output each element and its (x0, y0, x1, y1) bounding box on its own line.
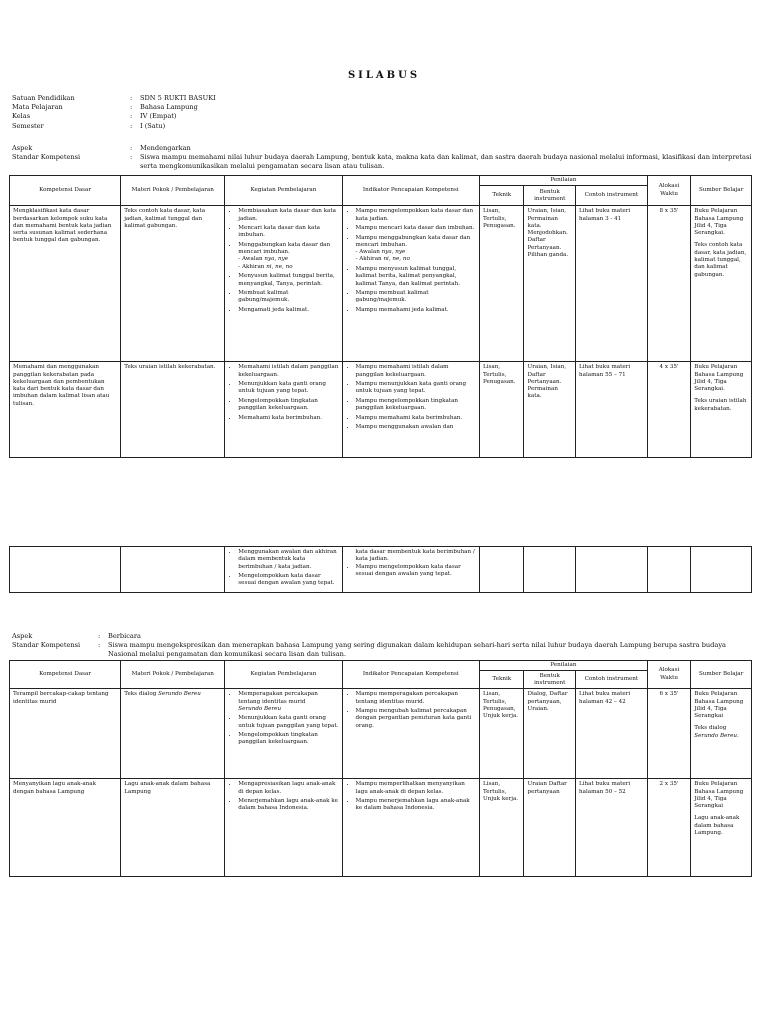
header-penilaian: Penilaian (480, 176, 648, 186)
source-text: Buku Pelajaran Bahasa Lampung Jilid 4, Tiga Serangkai (694, 691, 744, 720)
item-sub: - Akhiran (238, 263, 265, 270)
header-ind: Indikator Pencapaian Kompetensi (342, 176, 479, 206)
list-item: • Mampu mengelompokkan kata dasar dan kata jadian. (356, 208, 476, 223)
list-item: • Mampu memahami jeda kalimat. (356, 307, 476, 314)
source-text: Teks contoh kata dasar, kata jadian, kalimat tunggal, dan kalimat gabungan. (694, 242, 747, 278)
cell-mp: Teks uraian istilah kekerabatan. (121, 362, 225, 458)
cell-sumber (691, 779, 752, 877)
cell-teknik: Lisan, Tertulis, Penugasan, Unjuk kerja. (480, 689, 524, 779)
meta-colon: : (130, 144, 133, 152)
list-item: • Mampu memperlihatkan menyanyikan lagu anak-anak di depan kelas. (356, 781, 476, 796)
meta-row-subject (12, 103, 752, 112)
cell-mp (121, 689, 225, 779)
source-text: Buku Pelajaran Bahasa Lampung Jilid 4, Tiga Serangkai. (694, 208, 744, 237)
cell-bentuk (524, 547, 576, 593)
cell-contoh: Lihat buku materi halaman 50 – 52 (576, 779, 648, 877)
aspect-block-2 (12, 632, 750, 660)
item-text: Memperagakan percakapan tentang identitas murid (238, 691, 318, 705)
header-kd: Kompetensi Dasar (10, 176, 121, 206)
cell-bentuk: Uraian, Isian, Daftar Pertanyaan. Permainan kata. (524, 362, 576, 458)
item-sub: - Akhiran (355, 256, 382, 263)
header-contoh: Contoh instrument (576, 671, 648, 689)
list-item (238, 691, 338, 713)
meta-row-class (12, 112, 752, 121)
meta-row-semester (12, 122, 752, 131)
cell-ind (342, 689, 479, 779)
cell-kd: Menyanyikan lagu anak-anak dengan bahasa Lampung (10, 779, 121, 877)
cell-ind (342, 547, 479, 593)
source-italic: Serundo Bereu. (694, 732, 739, 739)
cell-ind (342, 206, 479, 362)
list-item: • Menunjukkan kata ganti orang untuk tujuan panggilan yang tepat. (238, 715, 338, 730)
list-item: • Memahami kata berimbuhan. (238, 415, 338, 422)
material-italic: Serundo Bereu (158, 691, 201, 698)
meta-key: Standar Kompetensi (12, 153, 81, 162)
item-sub-italic: ni, ne, no (266, 263, 293, 270)
meta-value: Bahasa Lampung (140, 103, 198, 112)
table-row (10, 779, 752, 877)
cell-contoh: Lihat buku materi halaman 3 - 41 (576, 206, 648, 362)
source-text: Buku Pelajaran Bahasa Lampung Jilid 4, Tiga Serangkai (694, 781, 744, 810)
cell-alokasi: 4 x 35' (647, 362, 690, 458)
meta-row-aspect (12, 144, 752, 153)
list-item: • Mampu menggunakan awalan dan (356, 424, 476, 431)
list-item: • Mampu memahami istilah dalam panggilan kekeluargaan. (356, 364, 476, 379)
header-kp: Kegiatan Pembelajaran (225, 176, 342, 206)
meta-colon: : (130, 153, 133, 162)
list-item: • Mampu memperagakan percakapan tentang identitas murid. (356, 691, 476, 706)
header-kp: Kegiatan Pembelajaran (225, 661, 342, 689)
cell-kd: Terampil bercakap-cakap tentang identitas murid (10, 689, 121, 779)
source-text: Teks dialog (694, 725, 727, 732)
meta-row-standard (12, 641, 750, 659)
meta-key: Aspek (12, 632, 33, 640)
cell-mp: Lagu anak-anak dalam bahasa Lampung (121, 779, 225, 877)
meta-colon: : (98, 641, 101, 650)
item-sub: - Awalan (355, 249, 380, 256)
meta-value: I (Satu) (140, 121, 166, 130)
cell-contoh: Lihat buku materi halaman 42 – 42 (576, 689, 648, 779)
list-item: • Menyusun kalimat tunggal berita, menyangkal, Tanya, perintah. (238, 273, 338, 288)
list-item: • Mampu mencari kata dasar dan imbuhan. (356, 225, 476, 232)
cell-mp: Teks contoh kata dasar, kata jadian, kalimat tunggal dan kalimat gabungan. (121, 206, 225, 362)
cell-teknik (480, 547, 524, 593)
cell-kp (225, 547, 342, 593)
header-aw: Alokasi Waktu (647, 176, 690, 206)
meta-value: Mendengarkan (140, 144, 191, 152)
cell-sumber (691, 689, 752, 779)
meta-value: Berbicara (108, 632, 141, 640)
syllabus-table-speaking (9, 660, 752, 877)
meta-key: Standar Kompetensi (12, 641, 81, 650)
header-sb: Sumber Belajar (691, 176, 752, 206)
list-item: • Memahami istilah dalam panggilan kekeluargaan. (238, 364, 338, 379)
header-bentuk: Bentuk instrument (524, 671, 576, 689)
cell-contoh: Lihat buku materi halaman 55 – 71 (576, 362, 648, 458)
meta-key: Aspek (12, 144, 33, 152)
list-item: • Mampu menyusun kalimat tunggal, kalimat berita, kalimat penyangkal, kalimat Tanya, dan kalimat perintah. (356, 266, 476, 288)
cell-kp (225, 689, 342, 779)
meta-value: Siswa mampu mengekspresikan dan menerapkan bahasa Lampung yang sering digunakan dalam kehidupan sehari-hari serta nilai luhur budaya daerah Lampung berupa sastra budaya Nasional melalui pengamatan dan komunikasi secara lisan dan tulisan. (108, 641, 726, 659)
cell-teknik: Lisan, Tertulis, Unjuk kerja. (480, 779, 524, 877)
meta-colon: : (98, 632, 101, 640)
item-text: Mampu menggabungkan kata dasar dan mencari imbuhan. (355, 234, 471, 248)
header-teknik: Teknik (480, 671, 524, 689)
meta-key: Semester (12, 121, 44, 130)
list-item (238, 242, 338, 271)
item-italic: Serundo Bereu (238, 705, 282, 712)
meta-key: Satuan Pendidikan (12, 94, 75, 102)
cell-teknik: Lisan, Tertulis, Penugasan. (480, 206, 524, 362)
cell-bentuk: Dialog, Daftar pertanyaan, Uraian. (524, 689, 576, 779)
meta-colon: : (130, 94, 133, 102)
list-item (356, 235, 476, 264)
list-item: • Mampu menunjukkan kata ganti orang untuk tujuan yang tepat. (356, 381, 476, 396)
header-kd: Kompetensi Dasar (10, 661, 121, 689)
source-text: Lagu anak-anak dalam bahasa Lampung. (694, 815, 740, 837)
cell-kp (225, 779, 342, 877)
list-item: • Membiasakan kata dasar dan kata jadian. (238, 208, 338, 223)
header-aw: Alokasi Waktu (647, 661, 690, 689)
header-teknik: Teknik (480, 186, 524, 206)
meta-value: IV (Empat) (140, 112, 177, 121)
item-continuation: kata dasar membentuk kata berimbuhan / kata jadian. (355, 549, 475, 563)
meta-row-standard (12, 153, 752, 171)
table-row (10, 547, 752, 593)
list-item: • Mengapresiasikan lagu anak-anak di depan kelas. (238, 781, 338, 796)
list-item: • Mencari kata dasar dan kata imbuhan. (238, 225, 338, 240)
meta-colon: : (130, 103, 133, 112)
header-mp: Materi Pokok / Pembelajaran (121, 176, 225, 206)
list-item: • Menunjukkan kata ganti orang untuk tujuan yang tepat. (238, 381, 338, 396)
list-item: • Menerjemahkan lagu anak-anak ke dalam bahasa Indonesia. (238, 798, 338, 813)
cell-kp (225, 206, 342, 362)
meta-key: Mata Pelajaran (12, 103, 63, 112)
material-text: Teks dialog (124, 691, 157, 698)
list-item: • Mampu mengelompokkan tingkatan panggilan kekeluargaan. (356, 398, 476, 413)
cell-sumber (691, 206, 752, 362)
cell-kp (225, 362, 342, 458)
cell-kd: Mengklasifikasi kata dasar berdasarkan kelompok suku kata dan memahami bentuk kata jadian serta susunan kalimat sederhana bentuk tunggal dan gabungan. (10, 206, 121, 362)
cell-bentuk: Uraian, Isian, Permainan kata. Menjodohkan. Daftar Pertanyaan. Pilihan ganda. (524, 206, 576, 362)
cell-kd (10, 547, 121, 593)
meta-row-school (12, 94, 752, 103)
aspect-block-1 (12, 144, 752, 172)
item-sub: - Awalan (238, 256, 263, 263)
syllabus-table-continuation (9, 546, 752, 593)
item-sub-italic: nya, nye (264, 256, 289, 263)
list-item: • Mengelompokkan tingkatan panggilan kekeluargaan. (238, 398, 338, 413)
list-item: • Mampu mengubah kalimat percakapan dengan pergantian penuturan kata ganti orang. (356, 708, 476, 730)
cell-kd: Memahami dan menggunakan panggilan kekerabatan pada kekeluargaan dan pembentukan kata dari bentuk kata dasar dan imbuhan dalam kalimat lisan atau tulisan. (10, 362, 121, 458)
cell-contoh (576, 547, 648, 593)
meta-row-aspect (12, 632, 750, 641)
cell-mp (121, 547, 225, 593)
list-item: • Mampu membuat kalimat gabung/majemuk. (356, 290, 476, 305)
document-title: SILABUS (347, 70, 421, 81)
table-row (10, 689, 752, 779)
header-mp: Materi Pokok / Pembelajaran (121, 661, 225, 689)
list-item: • Mengamati jeda kalimat. (238, 307, 338, 314)
syllabus-table-listening (9, 175, 752, 458)
meta-value: SDN 5 RUKTI BASUKI (140, 94, 216, 102)
list-item: • Mampu mengelompokkan kata dasar sesuai dengan awalan yang tepat. (356, 564, 476, 579)
source-text: Teks uraian istilah kekerabatan. (694, 398, 747, 412)
item-sub-italic: nya, nye (381, 249, 406, 256)
cell-alokasi (647, 547, 690, 593)
header-row (10, 661, 752, 671)
cell-alokasi: 2 x 35' (647, 779, 690, 877)
header-ind: Indikator Pencapaian Kompetensi (342, 661, 479, 689)
source-text: Buku Pelajaran Bahasa Lampung Jilid 4, Tiga Serangkai. (694, 364, 744, 393)
meta-colon: : (130, 121, 133, 130)
cell-sumber (691, 362, 752, 458)
list-item: • Membuat kalimat gabung/majemuk. (238, 290, 338, 305)
meta-value: Siswa mampu memahami nilai luhur budaya daerah Lampung, bentuk kata, makna kata dan kalimat, dan sastra daerah budaya nasional melalui informasi, klasifikasi dan interpretasi serta mengkomunikasikan melalui pengamatan secara lisan atau tulisan. (140, 153, 752, 171)
header-row (10, 176, 752, 186)
list-item: • Menggunakan awalan dan akhiran dalam membentuk kata berimbuhan / kata jadian. (238, 549, 338, 571)
header-bentuk: Bentuk instrument (524, 186, 576, 206)
header-contoh: Contoh instrument (576, 186, 648, 206)
header-sb: Sumber Belajar (691, 661, 752, 689)
list-item: • Mengelompokkan kata dasar sesuai dengan awalan yang tepat. (238, 573, 338, 588)
list-item: • Mampu menerjemahkan lagu anak-anak ke dalam bahasa Indonesia. (356, 798, 476, 813)
cell-bentuk: Uraian Daftar pertanyaan (524, 779, 576, 877)
header-penilaian: Penilaian (480, 661, 648, 671)
meta-colon: : (130, 112, 133, 121)
cell-alokasi: 6 x 35' (647, 689, 690, 779)
cell-alokasi: 8 x 35' (647, 206, 690, 362)
cell-sumber (691, 547, 752, 593)
list-item: • Mampu memahami kata berimbuhan. (356, 415, 476, 422)
table-row (10, 362, 752, 458)
cell-ind (342, 362, 479, 458)
cell-ind (342, 779, 479, 877)
list-item: • Mengelompokkan tingkatan panggilan kekeluargaan. (238, 732, 338, 747)
identity-block (12, 94, 752, 131)
item-sub-italic: ni, ne, no (383, 256, 410, 263)
meta-key: Kelas (12, 112, 31, 121)
table-row (10, 206, 752, 362)
cell-teknik: Lisan, Tertulis, Penugasan. (480, 362, 524, 458)
item-text: Menggabungkan kata dasar dan mencari imbuhan. (238, 241, 331, 256)
